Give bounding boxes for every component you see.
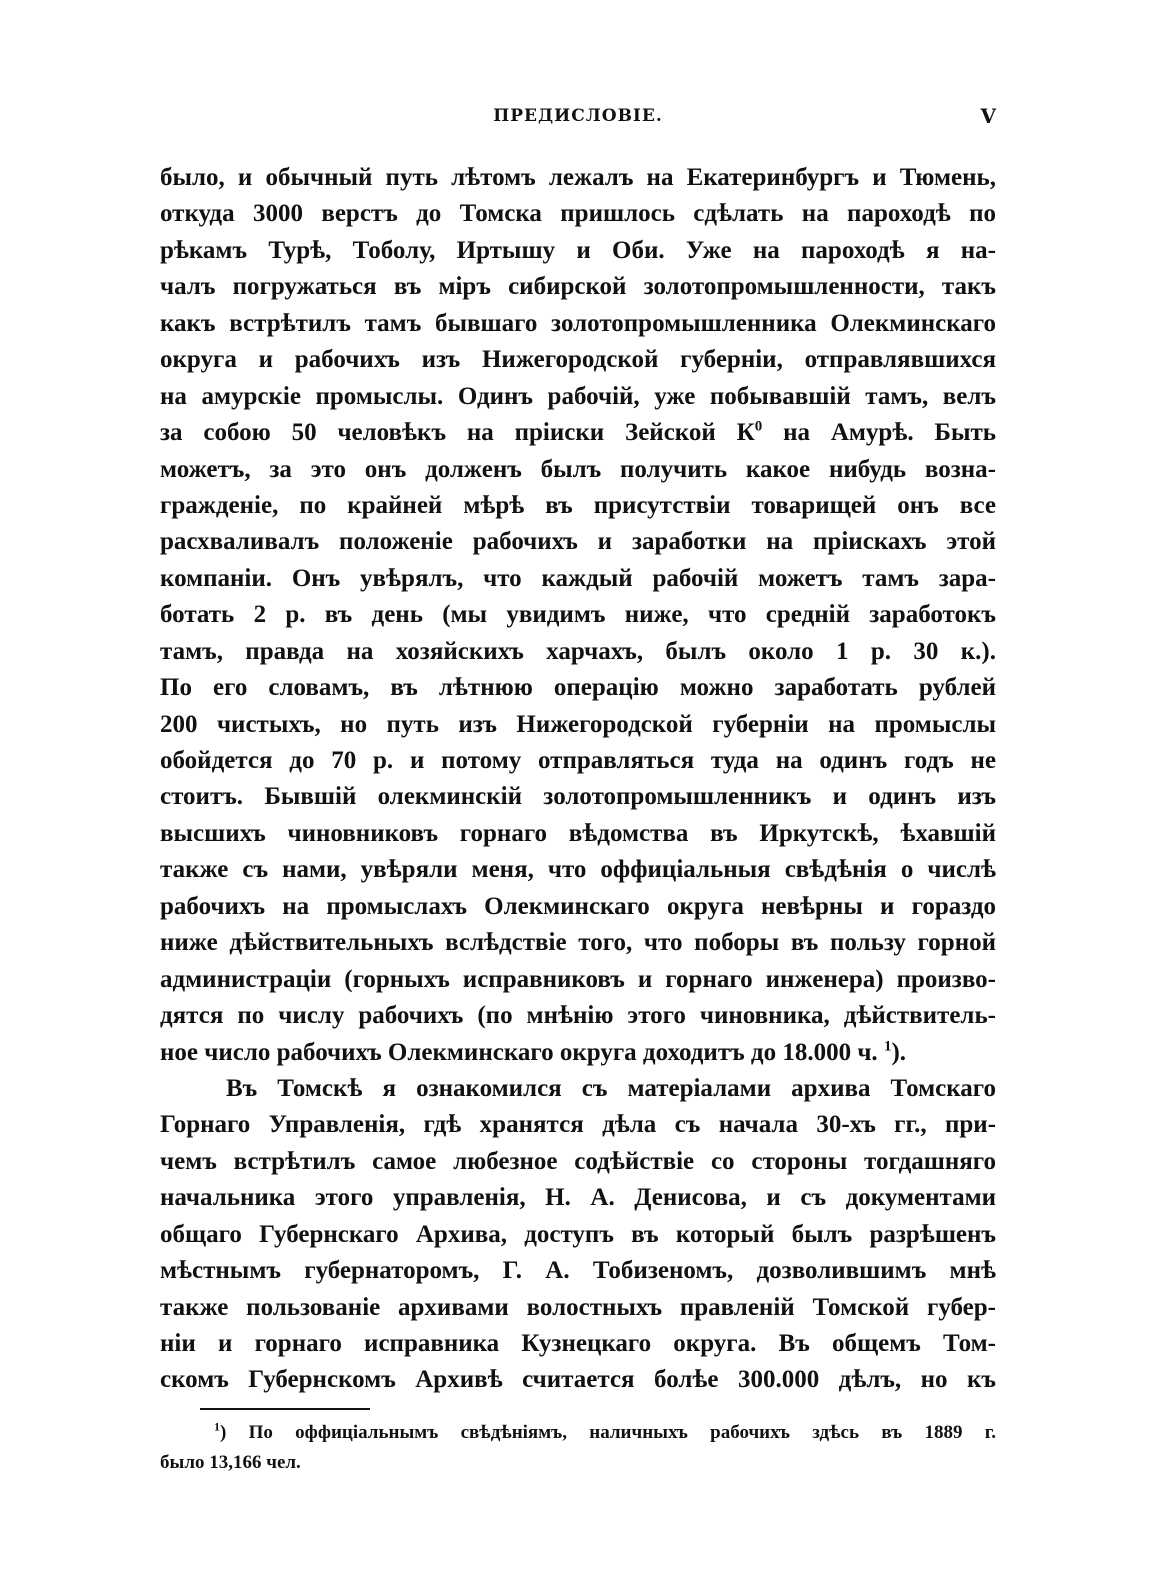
text-line: скомъ Губернскомъ Архивѣ считается болѣе 300.000 дѣлъ, но къ <box>160 1366 996 1394</box>
text-line: ботать 2 р. въ день (мы увидимъ ниже, что средній заработокъ <box>160 601 996 629</box>
text-line: также пользованіе архивами волостныхъ правленій Томской губер- <box>160 1293 996 1321</box>
footnotes <box>160 1418 996 1478</box>
text-segment: ). <box>891 1038 907 1066</box>
text-line: было, и обычный путь лѣтомъ лежалъ на Екатеринбургъ и Тюмень, <box>160 164 996 191</box>
text-line: на амурскіе промыслы. Одинъ рабочій, уже побывавшій тамъ, велъ <box>160 382 996 410</box>
text-line: общаго Губернскаго Архива, доступъ въ который былъ разрѣшенъ <box>160 1220 996 1248</box>
text-line: ниже дѣйствительныхъ вслѣдствіе того, что поборы въ пользу горной <box>160 929 996 957</box>
text-line: гражденіе, по крайней мѣрѣ въ присутствіи товарищей онъ все <box>160 491 996 519</box>
text-line: администраціи (горныхъ исправниковъ и горнаго инженера) произво- <box>160 965 996 993</box>
footnote-ref: 1 <box>883 1038 892 1055</box>
text-line: также съ нами, увѣряли меня, что оффиціальныя свѣдѣнія о числѣ <box>160 856 996 884</box>
text-line: мѣстнымъ губернаторомъ, Г. А. Тобизеномъ, дозволившимъ мнѣ <box>160 1257 996 1285</box>
text-line <box>160 1035 996 1071</box>
text-line: дятся по числу рабочихъ (по мнѣнію этого чиновника, дѣйствитель- <box>160 1002 996 1030</box>
text-line: начальника этого управленія, Н. А. Денисова, и съ документами <box>160 1184 996 1212</box>
text-line: компаніи. Онъ увѣрялъ, что каждый рабочій можетъ тамъ зара- <box>160 564 996 592</box>
text-line: откуда 3000 верстъ до Томска пришлось сдѣлать на пароходѣ по <box>160 200 996 228</box>
page-number: V <box>980 104 996 128</box>
running-title: ПРЕДИСЛОВІЕ. <box>493 106 663 126</box>
text-line <box>160 415 996 451</box>
body-text <box>160 160 996 1399</box>
footnote-rule <box>200 1408 370 1410</box>
text-line: чемъ встрѣтилъ самое любезное содѣйствіе со стороны тогдашняго <box>160 1147 996 1175</box>
text-line: округа и рабочихъ изъ Нижегородской губерніи, отправлявшихся <box>160 346 996 374</box>
text-line: расхваливалъ положеніе рабочихъ и заработки на пріискахъ этой <box>160 528 996 556</box>
text-line: стоитъ. Бывшій олекминскій золотопромышленникъ и одинъ изъ <box>160 783 996 811</box>
text-line: можетъ, за это онъ долженъ былъ получить какое нибудь возна- <box>160 455 996 483</box>
text-segment: за собою 50 человѣкъ на пріиски Зейской К <box>160 419 755 447</box>
text-line: чалъ погружаться въ міръ сибирской золотопромышленности, такъ <box>160 273 996 301</box>
text-line: обойдется до 70 р. и потому отправляться туда на одинъ годъ не <box>160 747 996 774</box>
text-line: ніи и горнаго исправника Кузнецкаго округа. Въ общемъ Том- <box>160 1330 996 1357</box>
superscript: 0 <box>754 418 763 435</box>
footnote-marker: 1 <box>214 1419 220 1434</box>
text-line: Горнаго Управленія, гдѣ хранятся дѣла съ начала 30-хъ гг., при- <box>160 1111 996 1139</box>
text-line: Въ Томскѣ я ознакомился съ матеріалами архива Томскаго <box>226 1074 996 1102</box>
footnote-text: ) По оффиціальнымъ свѣдѣніямъ, наличныхъ рабочихъ здѣсь въ 1889 г. <box>220 1422 996 1443</box>
text-line: По его словамъ, въ лѣтнюю операцію можно заработать рублей <box>160 674 996 702</box>
text-line: рѣкамъ Турѣ, Тоболу, Иртышу и Оби. Уже на пароходѣ я на- <box>160 236 996 264</box>
text-line: какъ встрѣтилъ тамъ бывшаго золотопромышленника Олекминскаго <box>160 309 996 337</box>
text-segment: на Амурѣ. Быть <box>762 419 996 447</box>
text-line: высшихъ чиновниковъ горнаго вѣдомства въ Иркутскѣ, ѣхавшій <box>160 819 996 847</box>
running-head <box>160 104 996 132</box>
text-line: тамъ, правда на хозяйскихъ харчахъ, былъ около 1 р. 30 к.). <box>160 637 996 665</box>
text-segment: ное число рабочихъ Олекминскаго округа доходитъ до 18.000 ч. <box>160 1038 878 1066</box>
text-line: рабочихъ на промыслахъ Олекминскаго округа невѣрны и гораздо <box>160 892 996 920</box>
footnote-line <box>160 1418 996 1448</box>
footnote-line: было 13,166 чел. <box>160 1452 301 1473</box>
text-line: 200 чистыхъ, но путь изъ Нижегородской губерніи на промыслы <box>160 710 996 738</box>
